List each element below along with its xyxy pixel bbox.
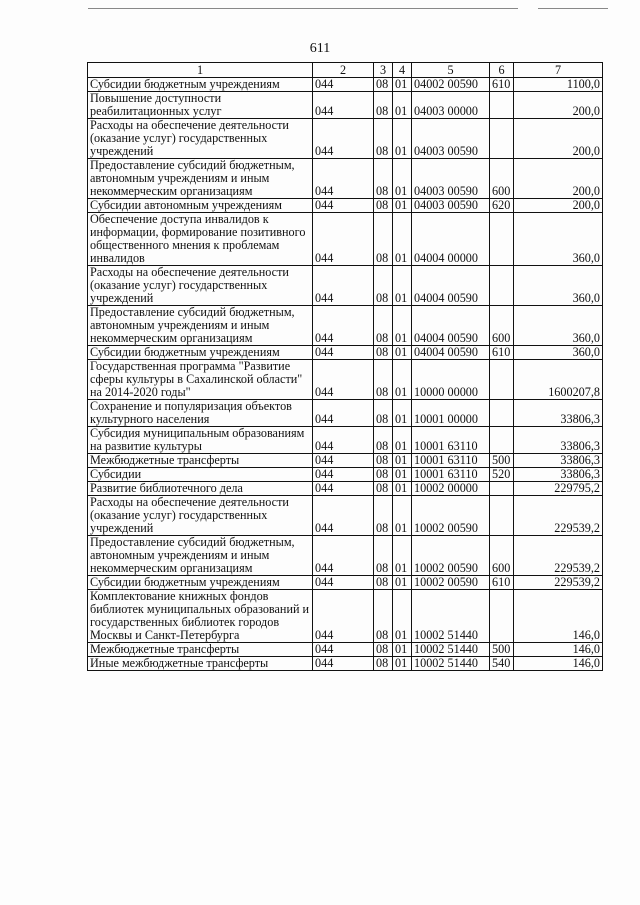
row-name: Повышение доступности реабилитационных услуг: [88, 92, 313, 119]
row-code-target: 10001 63110: [412, 468, 490, 482]
row-code-admin: 044: [313, 468, 374, 482]
row-amount: 229795,2: [514, 482, 603, 496]
row-amount: 146,0: [514, 590, 603, 643]
row-code-target: 10002 51440: [412, 643, 490, 657]
row-code-section: 08: [374, 643, 393, 657]
row-code-subsection: 01: [393, 78, 412, 92]
row-amount: 229539,2: [514, 576, 603, 590]
row-code-admin: 044: [313, 119, 374, 159]
row-code-type: 520: [490, 468, 514, 482]
table-row: [88, 92, 603, 119]
row-code-target: 10002 00590: [412, 496, 490, 536]
row-code-target: 10001 00000: [412, 400, 490, 427]
row-code-type: [490, 360, 514, 400]
row-code-target: 04003 00590: [412, 159, 490, 199]
row-amount: 33806,3: [514, 427, 603, 454]
row-amount: 200,0: [514, 159, 603, 199]
row-code-target: 10002 00590: [412, 576, 490, 590]
top-rule: [88, 8, 518, 9]
row-code-section: 08: [374, 159, 393, 199]
row-code-section: 08: [374, 427, 393, 454]
table-row: [88, 482, 603, 496]
row-code-type: 610: [490, 346, 514, 360]
table-row: [88, 427, 603, 454]
column-header: 7: [514, 63, 603, 78]
row-name: Межбюджетные трансферты: [88, 643, 313, 657]
row-code-admin: 044: [313, 159, 374, 199]
row-amount: 1600207,8: [514, 360, 603, 400]
row-code-target: 04003 00000: [412, 92, 490, 119]
table-row: [88, 213, 603, 266]
row-code-section: 08: [374, 92, 393, 119]
row-amount: 200,0: [514, 92, 603, 119]
row-code-subsection: 01: [393, 590, 412, 643]
table-row: [88, 643, 603, 657]
row-code-admin: 044: [313, 657, 374, 671]
table-row: [88, 454, 603, 468]
row-amount: 33806,3: [514, 400, 603, 427]
table-row: [88, 400, 603, 427]
row-code-admin: 044: [313, 213, 374, 266]
row-code-admin: 044: [313, 643, 374, 657]
row-amount: 229539,2: [514, 536, 603, 576]
row-amount: 33806,3: [514, 468, 603, 482]
row-name: Предоставление субсидий бюджетным, автономным учреждениям и иным некоммерческим организациям: [88, 159, 313, 199]
row-name: Субсидии автономным учреждениям: [88, 199, 313, 213]
row-code-section: 08: [374, 657, 393, 671]
row-code-subsection: 01: [393, 306, 412, 346]
row-code-admin: 044: [313, 590, 374, 643]
row-code-section: 08: [374, 266, 393, 306]
row-code-subsection: 01: [393, 468, 412, 482]
row-code-subsection: 01: [393, 643, 412, 657]
budget-table: [87, 62, 603, 671]
row-code-type: [490, 92, 514, 119]
row-code-target: 04003 00590: [412, 199, 490, 213]
table-row: [88, 496, 603, 536]
column-header: 4: [393, 63, 412, 78]
row-code-type: [490, 496, 514, 536]
row-code-admin: 044: [313, 427, 374, 454]
row-amount: 200,0: [514, 199, 603, 213]
table-row: [88, 78, 603, 92]
row-code-subsection: 01: [393, 400, 412, 427]
row-code-section: 08: [374, 213, 393, 266]
row-code-subsection: 01: [393, 346, 412, 360]
table-row: [88, 590, 603, 643]
row-code-section: 08: [374, 454, 393, 468]
table-row: [88, 468, 603, 482]
row-amount: 200,0: [514, 119, 603, 159]
column-header: 6: [490, 63, 514, 78]
row-code-section: 08: [374, 78, 393, 92]
row-amount: 229539,2: [514, 496, 603, 536]
row-amount: 33806,3: [514, 454, 603, 468]
column-header: 2: [313, 63, 374, 78]
row-code-section: 08: [374, 496, 393, 536]
row-code-target: 04002 00590: [412, 78, 490, 92]
row-code-subsection: 01: [393, 360, 412, 400]
row-code-subsection: 01: [393, 496, 412, 536]
row-code-admin: 044: [313, 576, 374, 590]
row-code-subsection: 01: [393, 536, 412, 576]
row-code-type: [490, 213, 514, 266]
row-name: Государственная программа "Развитие сферы культуры в Сахалинской области" на 2014-2020 годы": [88, 360, 313, 400]
row-name: Расходы на обеспечение деятельности (оказание услуг) государственных учреждений: [88, 496, 313, 536]
row-code-type: 500: [490, 643, 514, 657]
table-row: [88, 199, 603, 213]
row-name: Межбюджетные трансферты: [88, 454, 313, 468]
row-code-type: 600: [490, 159, 514, 199]
row-name: Развитие библиотечного дела: [88, 482, 313, 496]
row-code-type: [490, 427, 514, 454]
row-code-section: 08: [374, 346, 393, 360]
row-amount: 1100,0: [514, 78, 603, 92]
row-code-section: 08: [374, 536, 393, 576]
row-code-subsection: 01: [393, 576, 412, 590]
row-code-type: [490, 266, 514, 306]
row-code-subsection: 01: [393, 266, 412, 306]
table-row: [88, 576, 603, 590]
row-name: Иные межбюджетные трансферты: [88, 657, 313, 671]
row-code-type: [490, 400, 514, 427]
row-amount: 360,0: [514, 213, 603, 266]
row-amount: 146,0: [514, 643, 603, 657]
row-code-target: 04004 00590: [412, 346, 490, 360]
column-header: 1: [88, 63, 313, 78]
row-code-subsection: 01: [393, 159, 412, 199]
row-code-admin: 044: [313, 536, 374, 576]
table-row: [88, 536, 603, 576]
row-name: Предоставление субсидий бюджетным, автономным учреждениям и иным некоммерческим организациям: [88, 536, 313, 576]
row-name: Сохранение и популяризация объектов культурного населения: [88, 400, 313, 427]
row-code-section: 08: [374, 400, 393, 427]
row-code-target: 10002 51440: [412, 657, 490, 671]
row-code-target: 04003 00590: [412, 119, 490, 159]
row-code-admin: 044: [313, 400, 374, 427]
row-code-admin: 044: [313, 346, 374, 360]
row-amount: 360,0: [514, 346, 603, 360]
row-name: Субсидии: [88, 468, 313, 482]
row-code-subsection: 01: [393, 213, 412, 266]
table-row: [88, 657, 603, 671]
row-code-type: 540: [490, 657, 514, 671]
table-row: [88, 159, 603, 199]
row-code-admin: 044: [313, 482, 374, 496]
row-code-subsection: 01: [393, 482, 412, 496]
row-amount: 360,0: [514, 266, 603, 306]
row-code-type: 610: [490, 78, 514, 92]
row-code-admin: 044: [313, 92, 374, 119]
row-code-section: 08: [374, 199, 393, 213]
row-code-type: 610: [490, 576, 514, 590]
row-code-type: 600: [490, 536, 514, 576]
row-code-section: 08: [374, 576, 393, 590]
row-code-type: 620: [490, 199, 514, 213]
column-header: 3: [374, 63, 393, 78]
row-code-admin: 044: [313, 266, 374, 306]
table-row: [88, 119, 603, 159]
row-code-admin: 044: [313, 496, 374, 536]
row-code-section: 08: [374, 468, 393, 482]
row-amount: 146,0: [514, 657, 603, 671]
row-code-section: 08: [374, 482, 393, 496]
row-code-subsection: 01: [393, 92, 412, 119]
row-code-target: 10002 51440: [412, 590, 490, 643]
row-code-section: 08: [374, 119, 393, 159]
table-row: [88, 306, 603, 346]
row-name: Субсидия муниципальным образованиям на развитие культуры: [88, 427, 313, 454]
table-row: [88, 266, 603, 306]
row-code-type: 600: [490, 306, 514, 346]
row-name: Предоставление субсидий бюджетным, автономным учреждениям и иным некоммерческим организациям: [88, 306, 313, 346]
row-code-type: [490, 482, 514, 496]
page-number: 611: [309, 41, 331, 56]
row-code-subsection: 01: [393, 427, 412, 454]
row-code-type: [490, 590, 514, 643]
row-code-target: 10002 00000: [412, 482, 490, 496]
row-code-subsection: 01: [393, 119, 412, 159]
row-code-type: [490, 119, 514, 159]
row-code-admin: 044: [313, 454, 374, 468]
row-amount: 360,0: [514, 306, 603, 346]
row-code-section: 08: [374, 306, 393, 346]
row-code-target: 04004 00590: [412, 306, 490, 346]
header-row: [88, 63, 603, 78]
row-code-section: 08: [374, 360, 393, 400]
row-code-target: 04004 00590: [412, 266, 490, 306]
row-code-target: 04004 00000: [412, 213, 490, 266]
column-header: 5: [412, 63, 490, 78]
row-code-target: 10001 63110: [412, 454, 490, 468]
table-row: [88, 346, 603, 360]
row-name: Субсидии бюджетным учреждениям: [88, 346, 313, 360]
row-code-admin: 044: [313, 78, 374, 92]
row-code-type: 500: [490, 454, 514, 468]
row-code-subsection: 01: [393, 657, 412, 671]
row-code-target: 10001 63110: [412, 427, 490, 454]
row-code-subsection: 01: [393, 199, 412, 213]
row-code-subsection: 01: [393, 454, 412, 468]
row-code-target: 10002 00590: [412, 536, 490, 576]
row-name: Расходы на обеспечение деятельности (оказание услуг) государственных учреждений: [88, 119, 313, 159]
row-name: Обеспечение доступа инвалидов к информации, формирование позитивного общественного мнения к проблемам инвалидов: [88, 213, 313, 266]
row-name: Субсидии бюджетным учреждениям: [88, 576, 313, 590]
row-code-target: 10000 00000: [412, 360, 490, 400]
row-code-admin: 044: [313, 306, 374, 346]
row-code-section: 08: [374, 590, 393, 643]
row-code-admin: 044: [313, 199, 374, 213]
row-code-admin: 044: [313, 360, 374, 400]
table-row: [88, 360, 603, 400]
top-rule-right: [538, 8, 608, 9]
row-name: Комплектование книжных фондов библиотек муниципальных образований и государственных библиотек городов Москвы и Санкт-Петербурга: [88, 590, 313, 643]
row-name: Расходы на обеспечение деятельности (оказание услуг) государственных учреждений: [88, 266, 313, 306]
row-name: Субсидии бюджетным учреждениям: [88, 78, 313, 92]
